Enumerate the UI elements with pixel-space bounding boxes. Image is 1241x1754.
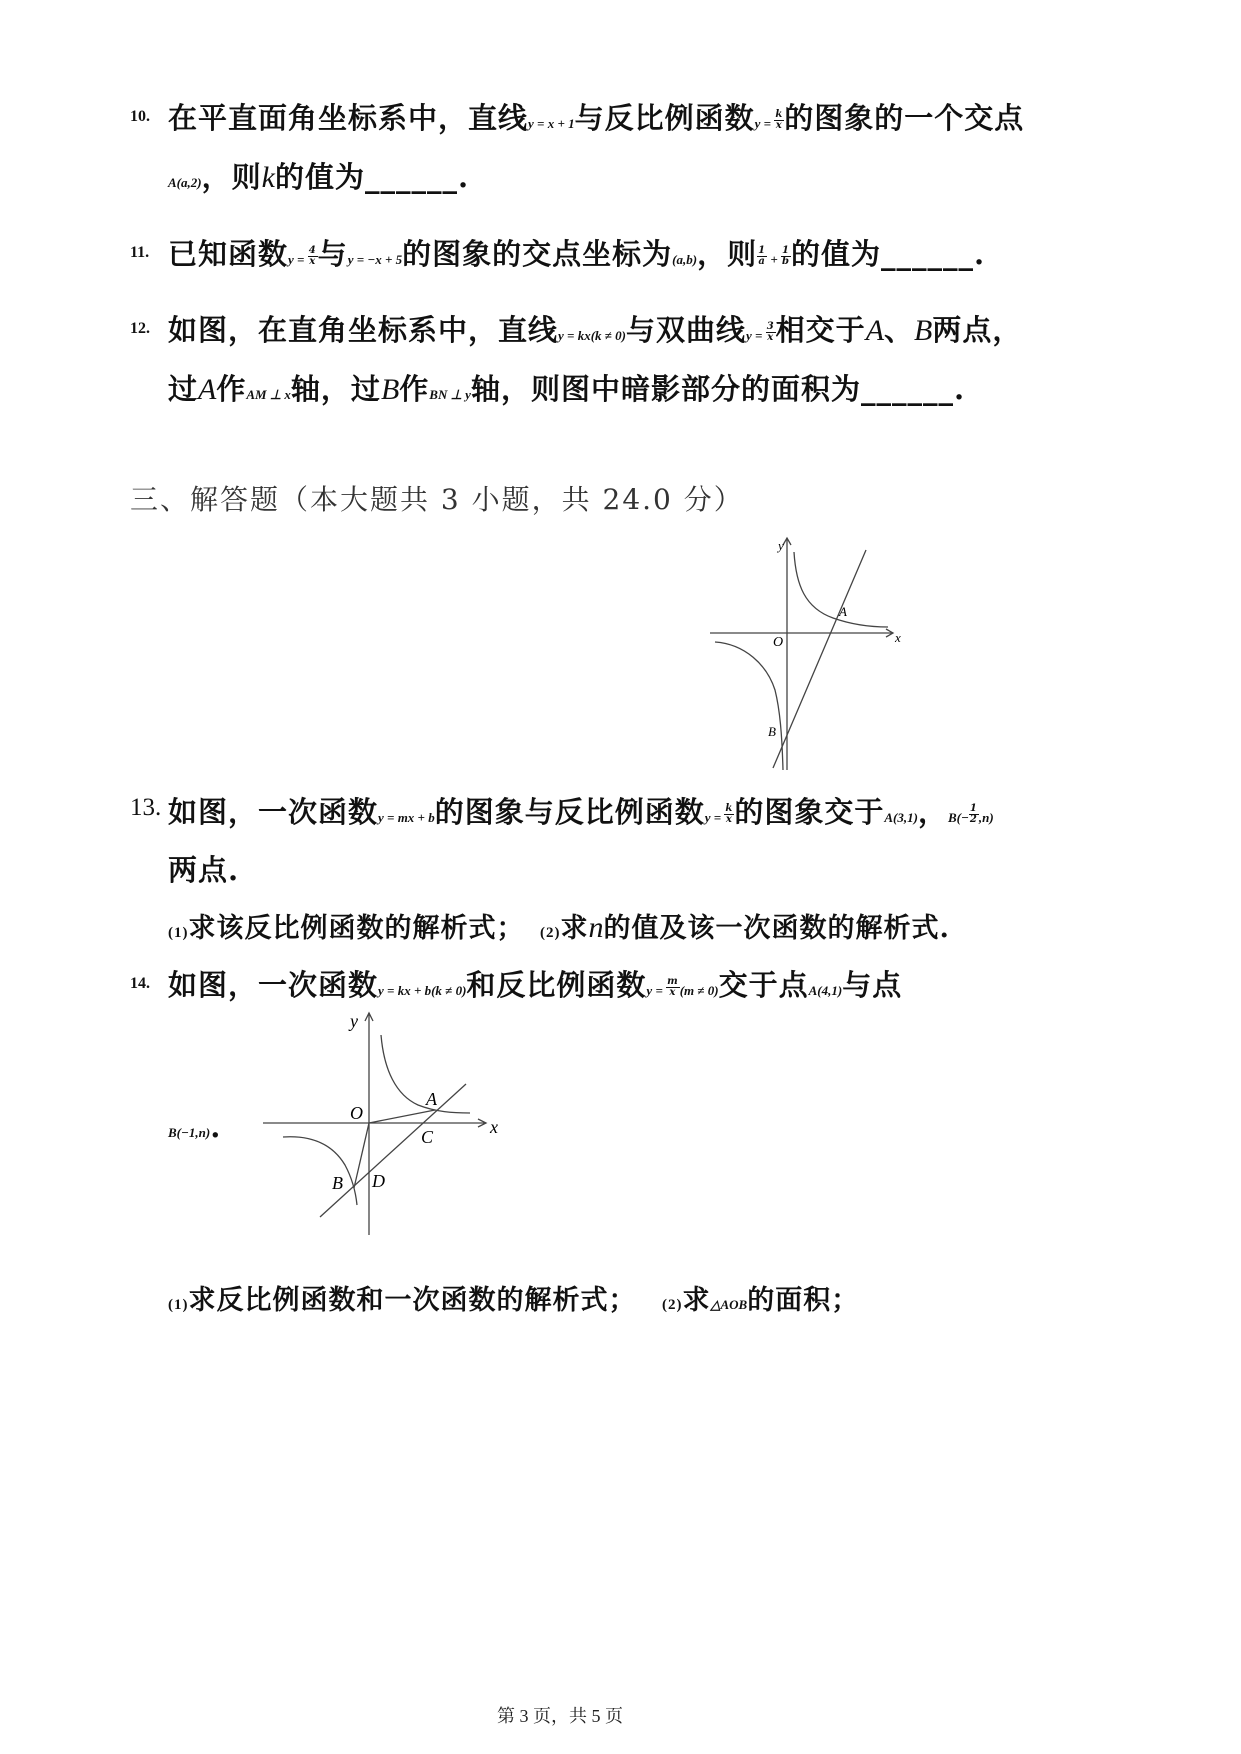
q12-text: 作: [216, 372, 247, 406]
q11-line1: [168, 232, 985, 273]
q13-sub2-text: 求: [560, 913, 589, 944]
q13-text: ，: [917, 795, 948, 829]
q14-point-b: B(−1,n): [168, 1125, 211, 1140]
q13-text: 的图象与反比例函数: [434, 795, 705, 829]
segment-ob: [354, 1123, 369, 1188]
q12-text: 相交于: [775, 313, 866, 347]
label-y: y: [350, 1011, 358, 1031]
q14-equation-condition: (m ≠ 0): [679, 983, 719, 998]
q14-line1: [168, 963, 902, 1004]
q12-number: 12.: [130, 320, 150, 337]
q14-point-a: A(4,1): [808, 983, 843, 998]
q13-subquestion-2: [540, 906, 950, 945]
label-b: B: [768, 724, 776, 739]
q14-text: 交于点: [718, 968, 809, 1002]
q10-number: 10.: [130, 108, 150, 125]
label-origin: O: [773, 635, 784, 650]
q12-line1: [168, 308, 1022, 349]
q10-text: 在平直面角坐标系中，直线: [168, 101, 529, 135]
q11-fraction-2: $\frac{1}{b}$: [781, 244, 790, 267]
q12-text: 如图，在直角坐标系中，直线: [168, 313, 559, 347]
q11-equation-lhs: y =: [288, 252, 308, 267]
q11-number: 11.: [130, 244, 150, 261]
q10-equation-lhs: y =: [754, 116, 775, 131]
q11-fraction: $\frac{4}{x}$: [308, 244, 317, 267]
q10-line2: [168, 155, 469, 196]
label-a: A: [839, 604, 847, 619]
q10-text: 与反比例函数: [574, 101, 755, 135]
figure-1: [705, 530, 920, 775]
label-b: B: [332, 1173, 343, 1193]
q13-line1: [168, 790, 994, 831]
q10-equation-line: y = x + 1: [528, 116, 575, 131]
q13-line2: 两点.: [168, 853, 240, 887]
q14-sub2-text: 求: [682, 1285, 711, 1316]
q13-sub1-number: (1): [168, 925, 189, 941]
q12-text: 作: [399, 372, 430, 406]
q13-text: 如图，一次函数: [168, 795, 379, 829]
q14-text: 如图，一次函数: [168, 968, 379, 1002]
q13-fraction: $\frac{k}{x}$: [725, 802, 734, 825]
q13-variable-n: n: [588, 911, 604, 944]
q13-sub1-text: 求该反比例函数的解析式；: [188, 913, 525, 944]
q14-text: 与点: [842, 968, 903, 1002]
q13-sub2-number: (2): [540, 925, 561, 941]
q13-sub2-text: 的值及该一次函数的解析式.: [603, 913, 950, 944]
q12-point-b: B: [914, 314, 933, 347]
q14-sub2-text: 的面积；: [747, 1285, 860, 1316]
q13-point-b: B(−: [947, 810, 969, 825]
q11-text: ，则: [697, 237, 758, 271]
label-origin: O: [350, 1103, 363, 1123]
q12-equation-am: AM ⊥ x: [246, 387, 291, 402]
q12-equation-line: y = kx(k ≠ 0): [558, 328, 626, 343]
q12-answer-blank: 轴，则图中暗影部分的面积为______.: [470, 372, 966, 406]
q13-equation-line: y = mx + b: [378, 810, 435, 825]
q11-equation-line: y = −x + 5: [347, 252, 403, 267]
q14-text: 和反比例函数: [466, 968, 647, 1002]
q14-subquestion-2: [662, 1278, 859, 1317]
line-through-a-b: [320, 1084, 466, 1217]
hyperbola-branch-2: [283, 1137, 357, 1205]
q11-answer-blank: 的值为______.: [790, 237, 986, 271]
label-d: D: [372, 1171, 385, 1191]
q14-equation-line: y = kx + b(k ≠ 0): [378, 983, 467, 998]
q10-point-a: A(a,2): [168, 175, 202, 190]
q13-text: 的图象交于: [734, 795, 885, 829]
q11-text: 与: [317, 237, 348, 271]
q13-subquestion-1: [168, 906, 525, 945]
label-x: x: [895, 630, 901, 645]
q12-text: 轴，过: [290, 372, 381, 406]
q12-equation-lhs: y =: [746, 328, 766, 343]
q11-text: 的图象的交点坐标为: [402, 237, 673, 271]
label-a: A: [426, 1089, 437, 1109]
q12-fraction: $\frac{3}{x}$: [766, 320, 775, 343]
q12-line2: [168, 367, 965, 408]
q11-fraction-1: $\frac{1}{a}$: [758, 244, 767, 267]
q10-text: ，则: [201, 160, 262, 194]
q11-text: 已知函数: [168, 237, 289, 271]
q12-text: 、: [884, 313, 915, 347]
q10-line1: [168, 96, 1024, 137]
q13-point-b-fraction: $\frac{1}{2}$: [969, 802, 978, 825]
q14-fraction: $\frac{m}{x}$: [667, 975, 679, 998]
q12-point-b: B: [380, 373, 400, 406]
q14-line2: [168, 1110, 221, 1144]
q10-answer-blank: 的值为______.: [274, 160, 470, 194]
section-heading: 三、解答题（本大题共 3 小题，共 24.0 分）: [130, 483, 744, 516]
q14-sub2-number: (2): [662, 1297, 683, 1313]
label-y: y: [778, 538, 784, 553]
q11-point: (a,b): [672, 252, 698, 267]
q14-triangle-aob: △AOB: [710, 1297, 748, 1312]
q10-fraction: $\frac{k}{x}$: [775, 108, 784, 131]
q12-text: 过: [168, 372, 199, 406]
label-x: x: [490, 1117, 498, 1137]
q12-text: 两点，: [932, 313, 1023, 347]
q12-equation-bn: BN ⊥ y: [429, 387, 471, 402]
label-c: C: [421, 1127, 434, 1147]
q13-point-b-end: ,n): [978, 810, 994, 825]
q12-point-a: A: [865, 314, 885, 347]
q14-number: 14.: [130, 975, 150, 992]
q13-equation-lhs: y =: [704, 810, 725, 825]
q12-text: 与双曲线: [626, 313, 747, 347]
hyperbola-branch-2: [715, 642, 783, 770]
q14-subquestion-1: [168, 1278, 637, 1317]
figure-2: [258, 1005, 508, 1240]
page-footer: 第 3 页，共 5 页: [497, 1706, 623, 1726]
q14-sub1-number: (1): [168, 1297, 189, 1313]
q13-number: 13.: [130, 794, 162, 821]
q11-plus: +: [767, 252, 781, 267]
q13-point-a: A(3,1): [884, 810, 918, 825]
q14-text: .: [210, 1110, 222, 1144]
q10-text: 的图象的一个交点: [784, 101, 1025, 135]
q12-point-a: A: [198, 373, 217, 406]
q14-sub1-text: 求反比例函数和一次函数的解析式；: [188, 1285, 637, 1316]
q10-variable-k: k: [261, 161, 275, 194]
q14-equation-lhs: y =: [646, 983, 667, 998]
